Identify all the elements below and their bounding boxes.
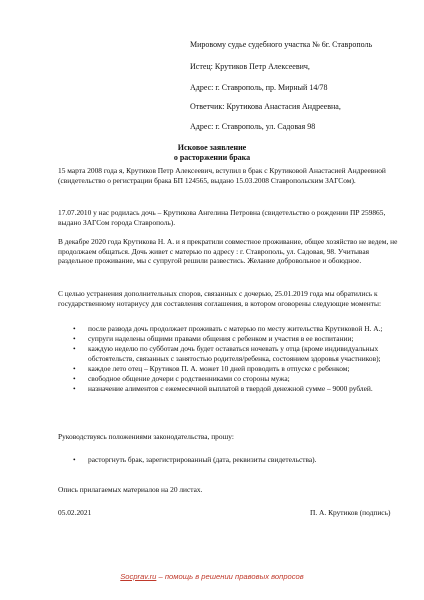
- defendant-address: Адрес: г. Ставрополь, ул. Садовая 98: [190, 122, 316, 131]
- document-date: 05.02.2021: [58, 508, 92, 517]
- plaintiff-address: Адрес: г. Ставрополь, пр. Мирный 14/78: [190, 83, 328, 92]
- defendant-name: Ответчик: Крутикова Анастасия Андреевна,: [190, 102, 341, 111]
- bullet-icon: •: [73, 455, 76, 464]
- bullet-icon: •: [73, 324, 76, 333]
- request-list: [58, 455, 398, 465]
- footer-credit: [0, 572, 424, 581]
- paragraph-separation: В декабре 2020 года Крутикова Н. А. и я прекратили совместное проживание, общее хозяйство не ведем, не продолжаем общаться. Дочь живет с матерью по адресу : г. Ставрополь, ул. Садовая, 98. Учитывая раздельное проживание, мы с супругой решили развестись. Желание добровольное и обоюдное.: [58, 237, 398, 266]
- request-intro: Руководствуясь положениями законодательства, прошу:: [58, 432, 234, 441]
- paragraph-notary: С целью устранения дополнительных споров, связанных с дочерью, 25.01.2019 года мы обратились к государственному нотариусу для составления соглашения, в котором оговорены следующие моменты:: [58, 289, 382, 308]
- list-item: • свободное общение дочери с родственниками со стороны мужа;: [73, 373, 290, 383]
- list-item: • назначение алиментов с ежемесячной выплатой в твердой денежной сумме – 9000 рублей.: [73, 384, 373, 394]
- bullet-icon: •: [73, 384, 76, 394]
- footer-tagline: – помощь в решении правовых вопросов: [156, 572, 304, 581]
- list-item: • каждое лето отец – Крутиков П. А. может 10 дней проводить в отпуске с ребенком;: [73, 363, 350, 373]
- paragraph-daughter: 17.07.2010 у нас родилась дочь – Крутикова Ангелина Петровна (свидетельство о рождении ПР 259865, выдано ЗАГСом города Ставрополь).: [58, 208, 386, 227]
- list-item: • каждую неделю по субботам дочь будет оставаться ночевать у отца (кроме индивидуальных обстоятельств, связанных с занятостью родителя/ребенка, состоянием здоровья участников);: [73, 344, 381, 363]
- bullet-icon: •: [73, 373, 76, 383]
- agreement-list: [58, 324, 398, 394]
- list-item: • супруги наделены общими правами общения с ребенком и участия в ее воспитании;: [73, 334, 354, 344]
- paragraph-marriage: 15 марта 2008 года я, Крутиков Петр Алексеевич, вступил в брак с Крутиковой Анастасией Андреевной (свидетельство о регистрации брака БП 124565, выдано 15.03.2008 Ставропольским ЗАГСом).: [58, 166, 386, 185]
- signature-line: П. А. Крутиков (подпись): [310, 508, 391, 517]
- bullet-icon: •: [73, 334, 76, 344]
- footer-site-link[interactable]: Socprav.ru: [120, 572, 157, 581]
- document-title: Исковое заявление: [177, 143, 247, 152]
- list-item: • после развода дочь продолжает проживать с матерью по месту жительства Крутиковой Н. А.;: [73, 324, 383, 333]
- plaintiff-name: Истец: Крутиков Петр Алексеевич,: [190, 62, 310, 71]
- bullet-icon: •: [73, 344, 76, 354]
- list-item: • расторгнуть брак, зарегистрированный (дата, реквизиты свидетельства).: [73, 455, 317, 464]
- document-subtitle: о расторжении брака: [173, 153, 251, 162]
- court-addressee: Мировому судье судебного участка № 6г. Ставрополь: [190, 40, 373, 49]
- bullet-icon: •: [73, 363, 76, 373]
- attachments-note: Опись прилагаемых материалов на 20 листах.: [58, 485, 203, 494]
